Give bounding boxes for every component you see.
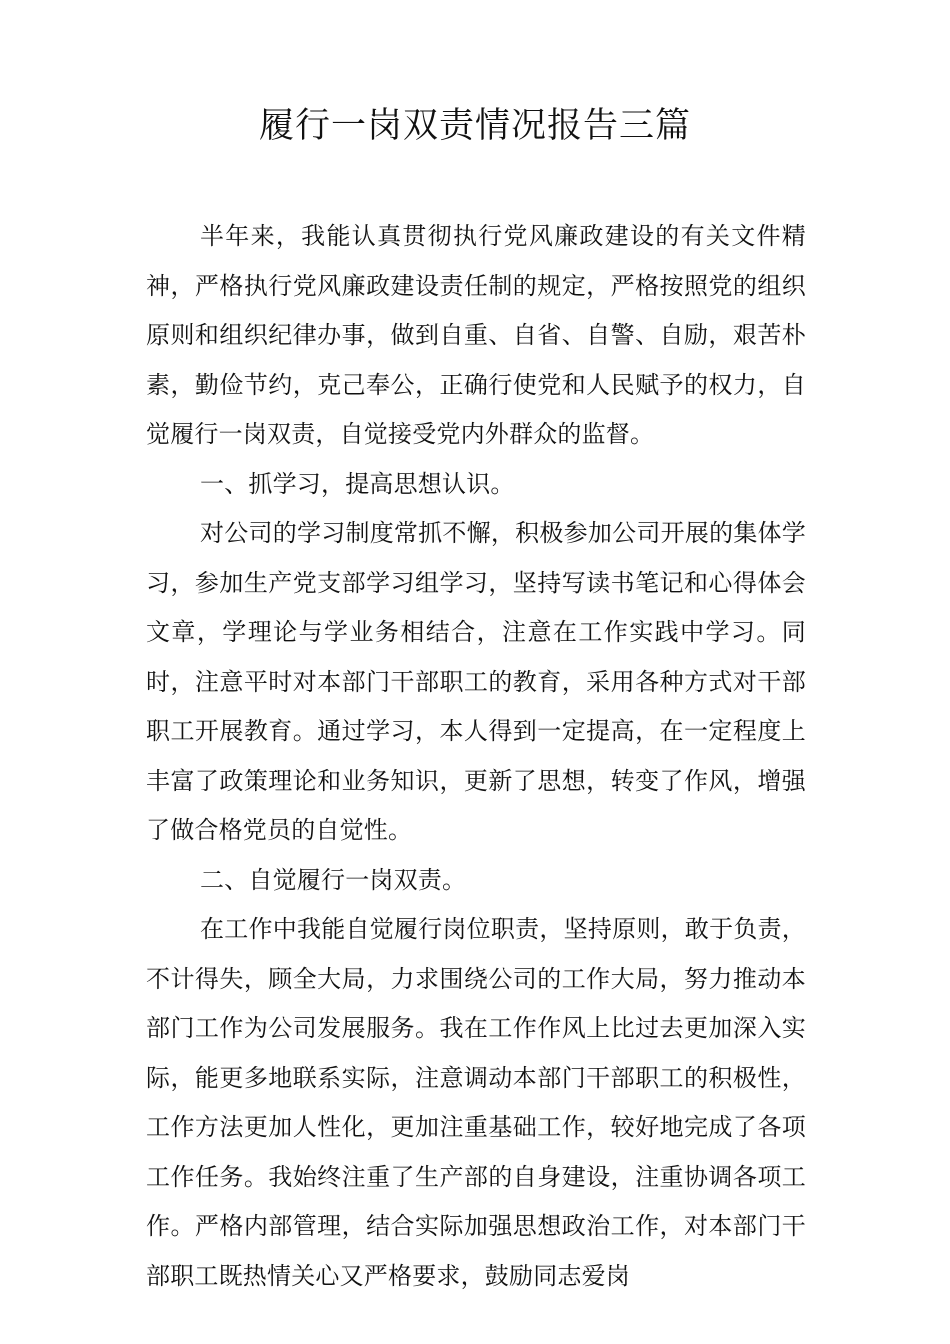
document-title: 履行一岗双责情况报告三篇 (258, 106, 691, 146)
document-body (146, 212, 806, 1301)
intro-paragraph: 半年来，我能认真贯彻执行党风廉政建设的有关文件精神，严格执行党风廉政建设责任制的规定，严格按照党的组织原则和组织纪律办事，做到自重、自省、自警、自励，艰苦朴素，勤俭节约，克己奉公，正确行使党和人民赋予的权力，自觉履行一岗双责，自觉接受党内外群众的监督。 (146, 222, 806, 448)
duties-paragraph: 在工作中我能自觉履行岗位职责，坚持原则，敢于负责，不计得失，顾全大局，力求围绕公司的工作大局，努力推动本部门工作为公司发展服务。我在工作作风上比过去更加深入实际，能更多地联系实际，注意调动本部门干部职工的积极性，工作方法更加人性化，更加注重基础工作，较好地完成了各项工作任务。我始终注重了生产部的自身建设，注重协调各项工作。严格内部管理，结合实际加强思想政治工作，对本部门干部职工既热情关心又严格要求，鼓励同志爱岗 (146, 915, 806, 1290)
section-heading-duties: 二、自觉履行一岗双责。 (200, 865, 467, 894)
study-paragraph: 对公司的学习制度常抓不懈，积极参加公司开展的集体学习，参加生产党支部学习组学习，坚持写读书笔记和心得体会文章，学理论与学业务相结合，注意在工作实践中学习。同时，注意平时对本部门干部职工的教育，采用各种方式对干部职工开展教育。通过学习，本人得到一定提高，在一定程度上丰富了政策理论和业务知识，更新了思想，转变了作风，增强了做合格党员的自觉性。 (146, 519, 806, 844)
section-heading-study: 一、抓学习，提高思想认识。 (200, 469, 515, 498)
